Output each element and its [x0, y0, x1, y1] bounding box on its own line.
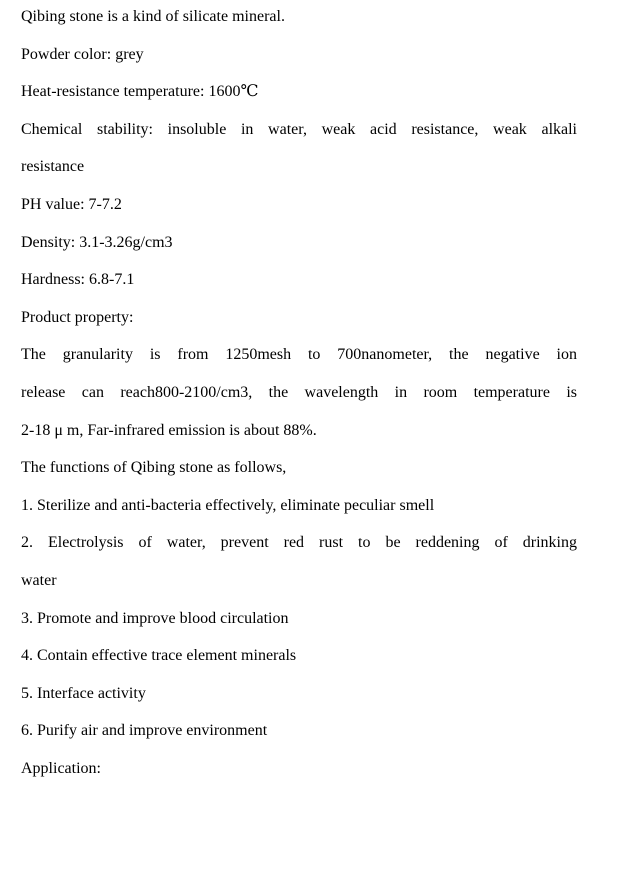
product-property-heading: Product property:: [21, 308, 134, 326]
chemical-stability-text: Chemical stability: insoluble in water, weak acid resistance, weak alkali: [21, 120, 577, 138]
granularity-text-end: 2-18 μ m, Far-infrared emission is about 88%.: [21, 421, 317, 439]
function-item-3: 3. Promote and improve blood circulation: [21, 609, 289, 627]
functions-heading: The functions of Qibing stone as follows,: [21, 459, 287, 477]
heat-resistance-text: Heat-resistance temperature: 1600℃: [21, 83, 259, 101]
function-item-2-continued: water: [21, 571, 57, 589]
granularity-text: The granularity is from 1250mesh to 700nanometer, the negative ion: [21, 346, 577, 364]
function-item-1: 1. Sterilize and anti-bacteria effectively, eliminate peculiar smell: [21, 496, 435, 514]
ph-value-text: PH value: 7-7.2: [21, 195, 122, 213]
chemical-stability-text-continued: resistance: [21, 158, 85, 176]
hardness-text: Hardness: 6.8-7.1: [21, 271, 135, 289]
function-item-4: 4. Contain effective trace element minerals: [21, 647, 297, 665]
granularity-text-continued: release can reach800-2100/cm3, the wavelength in room temperature is: [21, 383, 577, 401]
intro-text: Qibing stone is a kind of silicate mineral.: [21, 8, 285, 25]
function-item-6: 6. Purify air and improve environment: [21, 722, 268, 740]
function-item-5: 5. Interface activity: [21, 684, 146, 702]
application-heading: Application:: [21, 759, 101, 777]
function-item-2: 2. Electrolysis of water, prevent red rust to be reddening of drinking: [21, 534, 577, 552]
density-text: Density: 3.1-3.26g/cm3: [21, 233, 173, 251]
powder-color-text: Powder color: grey: [21, 45, 144, 63]
document-body: [21, 0, 577, 789]
